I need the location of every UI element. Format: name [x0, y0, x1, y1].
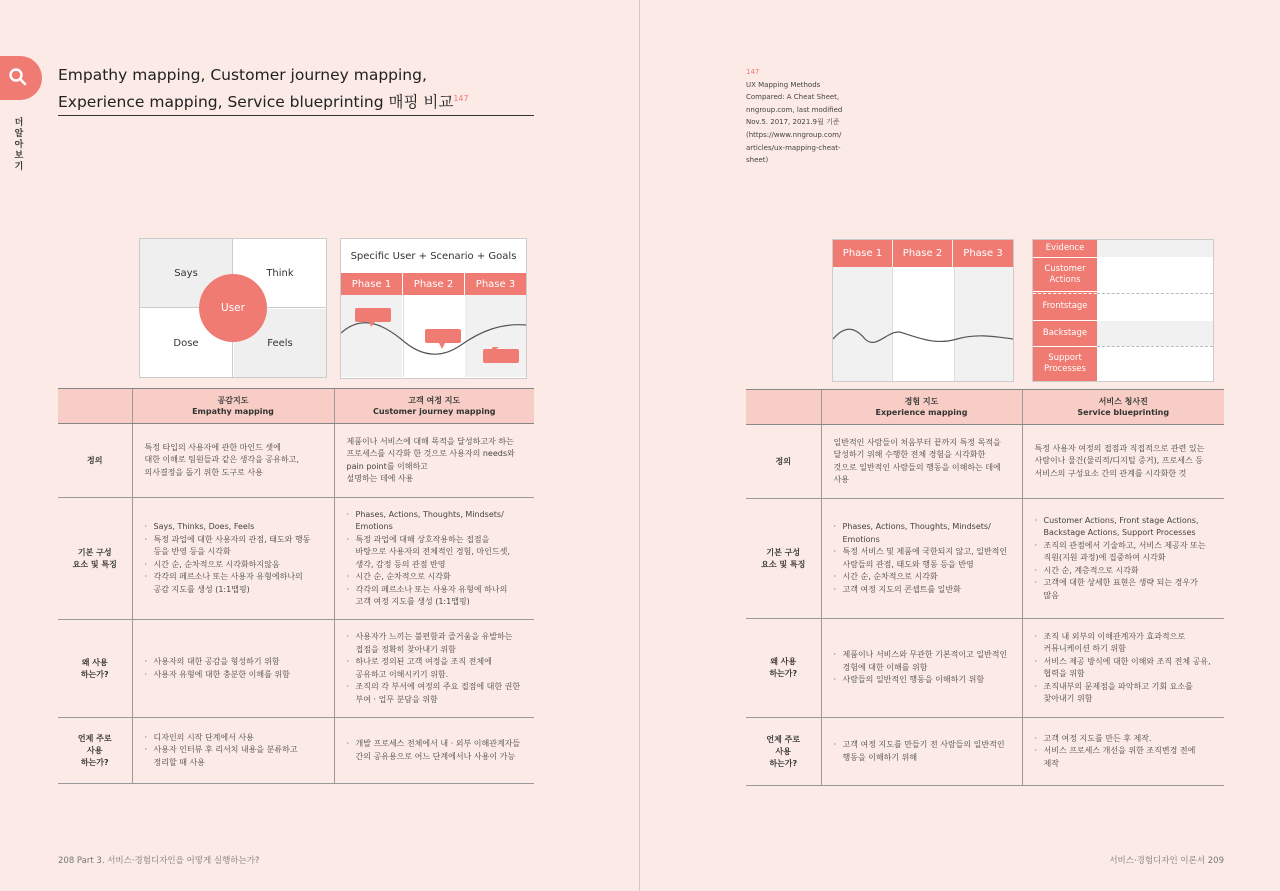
bullet-line: · 사람들의 일반적인 행동을 이해하기 위함: [842, 675, 985, 685]
frontstage-lane: [1097, 292, 1213, 320]
cell-text-line: 제품이나 서비스에 대해 목적을 달성하고자 하는: [346, 436, 514, 446]
row-header: [58, 424, 132, 498]
cell-text-line: 특정 사용자 여정의 접점과 직접적으로 관련 있는: [1034, 443, 1205, 453]
title-rule: [58, 115, 534, 116]
phase-3-header: Phase 3: [465, 273, 526, 295]
cell-text-line: 사람이나 물건(물리적/디지털 증거), 프로세스 등: [1034, 456, 1203, 466]
page-title: Empathy mapping, Customer journey mapping, Experience mapping, Service blueprinting 매핑 비교$^{147}$: [58, 66, 469, 112]
comparison-table-left: [58, 388, 534, 784]
bullet-line: · 조직 내 외부의 이해관계자가 효과적으로: [1043, 631, 1186, 641]
row-header-line: 하는가?: [769, 669, 798, 678]
bullet-item: [834, 649, 1010, 674]
bullet-line: · 사용자 유형에 대한 충분한 이해를 위함: [153, 669, 290, 679]
says-quadrant: Says: [140, 239, 232, 307]
bullet-line: 사람들의 관점, 태도와 행동 등을 반영: [842, 559, 974, 569]
bullet-line: · 개발 프로세스 전체에서 내 · 외부 이해관계자들: [355, 739, 521, 748]
row-header-line: 하는가?: [769, 758, 798, 768]
user-circle: User: [199, 274, 267, 342]
cell-text-line: 사용: [833, 475, 849, 484]
cell-text-line: 것으로 일반적인 사람들의 행동을 이해하는 데에: [833, 462, 1001, 472]
bullet-item: [347, 534, 523, 572]
bullet-line: · 서비스 제공 방식에 대한 이해와 조직 전체 공유,: [1043, 656, 1211, 666]
bullet-item: [1035, 656, 1213, 681]
support-processes-lane-label: Support Processes: [1033, 347, 1097, 381]
footnote-147: [746, 66, 866, 167]
row-header: [746, 499, 821, 619]
table-row: [746, 718, 1224, 786]
bullet-item: [145, 656, 322, 669]
bullet-line: · 고객 여정 지도의 콘셉트를 일반화: [842, 584, 961, 594]
experience-map-diagram: [832, 239, 1014, 382]
footnote-line: nngroup.com, last modified: [746, 105, 843, 114]
row-header-line: 요소 및 특징: [72, 559, 117, 569]
bullet-item: [1035, 681, 1213, 706]
bullet-line: · 시간 순, 계층적으로 시각화: [1043, 565, 1139, 575]
bullet-item: [1035, 540, 1213, 565]
bullet-item: [1035, 745, 1213, 770]
bullet-line: Emotions: [355, 522, 393, 531]
table-header-row: [746, 390, 1224, 425]
table-row: [746, 619, 1224, 718]
bullet-line: 간의 공유용으로 어느 단계에서나 사용이 가능: [355, 751, 516, 761]
row-header-line: 정의: [775, 456, 791, 466]
table-row: [58, 718, 534, 784]
bullet-line: 제작: [1043, 758, 1059, 768]
footnote-line: UX Mapping Methods: [746, 80, 821, 89]
bullet-item: [1035, 577, 1213, 602]
thought-callout: [425, 329, 461, 343]
bullet-item: [145, 744, 322, 769]
row-header-line: 왜 사용: [81, 657, 108, 667]
footnote-number: 147: [746, 68, 760, 76]
bullet-item: [1035, 565, 1213, 578]
footnote-url[interactable]: articles/ux-mapping-cheat-: [746, 143, 841, 152]
bullet-line: Backstage Actions, Support Processes: [1043, 528, 1196, 538]
bullet-line: · 시간 순, 순차적으로 시각화하지않음: [153, 559, 280, 569]
bullet-line: 찾아내기 위함: [1043, 694, 1093, 703]
bullet-line: · Customer Actions, Front stage Actions,: [1043, 515, 1199, 525]
think-quadrant: Think: [266, 267, 294, 279]
bullet-item: [834, 546, 1010, 571]
bullet-line: · 하나로 정의된 고객 여정을 조직 전체에: [355, 657, 492, 666]
line-of-visibility: [1097, 346, 1213, 347]
search-icon: [8, 67, 28, 87]
footnote-url[interactable]: (https://www.nngroup.com/: [746, 130, 842, 139]
bullet-line: · 각각의 페르소나 또는 사용자 유형에하나의: [153, 572, 303, 581]
backstage-lane: [1097, 321, 1213, 346]
comparison-table-right: [746, 389, 1224, 786]
bullet-line: 부여 · 업무 분담을 위함: [355, 694, 438, 704]
table-row: [746, 425, 1224, 499]
bullet-item: [1035, 733, 1213, 746]
cell-text-line: 일반적인 사람들이 처음부터 끝까지 특정 목적을: [833, 437, 1001, 447]
bullet-item: [145, 521, 322, 534]
corner-cell: [746, 390, 821, 425]
cell-text-line: 대한 이해로 팀원들과 같은 생각을 공유하고,: [144, 455, 299, 465]
bullet-item: [145, 669, 322, 682]
customer-actions-lane-label: Customer Actions: [1033, 258, 1097, 291]
bullet-item: [145, 534, 322, 559]
row-header: [746, 619, 821, 718]
line-of-visibility: [1033, 346, 1097, 347]
bullet-item: [834, 571, 1010, 584]
bullet-line: · Phases, Actions, Thoughts, Mindsets/: [355, 509, 504, 519]
table-header-row: [58, 389, 534, 424]
feels-quadrant: Feels: [234, 309, 326, 377]
table-row: [746, 499, 1224, 619]
bullet-line: · 시간 순, 순차적으로 시각화: [842, 572, 938, 581]
row-header: [58, 620, 132, 718]
bullet-item: [347, 571, 523, 584]
phase-2-header: Phase 2: [893, 240, 952, 267]
phase-2-header: Phase 2: [403, 273, 464, 295]
bullet-line: 행동을 이해하기 위해: [842, 752, 918, 762]
bullet-line: · 사용자가 느끼는 불편함과 즐거움을 유발하는: [355, 632, 513, 641]
table-cell: [821, 619, 1022, 718]
column-header-blueprint: 서비스 청사진 Service blueprinting: [1022, 390, 1224, 425]
table-cell: [1022, 718, 1224, 786]
column-header-empathy: 공감지도 Empathy mapping: [132, 389, 334, 424]
table-cell: [334, 498, 534, 620]
bullet-line: · 고객 여정 지도를 만든 후 제작.: [1043, 733, 1152, 743]
bullet-line: 접점을 정확히 찾아내기 위함: [355, 644, 456, 654]
frontstage-lane-label: Frontstage: [1033, 292, 1097, 320]
line-of-interaction: [1097, 293, 1213, 294]
table-row: [58, 498, 534, 620]
bullet-item: [347, 738, 523, 763]
bullet-line: 커뮤니케이션 하기 위함: [1043, 644, 1126, 653]
phase-1-header: Phase 1: [341, 273, 402, 295]
bullet-line: 많음: [1043, 590, 1059, 600]
row-header-line: 하는가?: [80, 757, 109, 767]
bullet-item: [834, 521, 1010, 546]
bullet-line: · 조직의 각 부서에 여정의 주요 접점에 대한 권한: [355, 682, 521, 691]
table-cell: [1022, 425, 1224, 499]
bullet-item: [347, 584, 523, 609]
bullet-line: · Says, Thinks, Does, Feels: [153, 522, 255, 531]
cell-text-line: 특정 타입의 사용자에 관한 마인드 셋에: [144, 442, 281, 452]
bullet-line: · 디자인의 시작 단계에서 사용: [153, 732, 254, 742]
footnote-ref[interactable]: 147: [453, 94, 469, 103]
corner-cell: [58, 389, 132, 424]
row-header: [58, 718, 132, 784]
cell-text-line: pain point를 이해하고: [346, 461, 428, 471]
service-blueprint-diagram: [1032, 239, 1214, 382]
bullet-item: [347, 656, 523, 681]
page-footer-right: 서비스·경험디자인 이론서 209: [1109, 856, 1224, 866]
empathy-map-diagram: [139, 238, 327, 378]
row-header-line: 사용: [775, 746, 791, 756]
row-header-line: 언제 주로: [77, 733, 112, 743]
table-cell: [334, 424, 534, 498]
row-header: [58, 498, 132, 620]
support-lane: [1097, 347, 1213, 381]
bullet-line: 등을 반영 등을 시각화: [153, 547, 231, 556]
bullet-item: [834, 739, 1010, 764]
bullet-line: · 조직의 관점에서 기술하고, 서비스 제공자 또는: [1043, 540, 1206, 550]
bullet-line: · 사용자의 대한 공감을 형성하기 위함: [153, 657, 280, 666]
thought-callout: [355, 308, 391, 322]
bullet-line: 공감 지도를 생성 (1:1맵핑): [153, 584, 250, 594]
table-cell: [821, 499, 1022, 619]
row-header-line: 기본 구성: [77, 547, 112, 557]
row-header-line: 하는가?: [80, 669, 109, 679]
evidence-lane: [1097, 240, 1213, 257]
journey-map-diagram: [340, 238, 527, 379]
bullet-item: [347, 681, 523, 706]
bullet-line: · 고객에 대한 상세한 표현은 생략 되는 경우가: [1043, 578, 1198, 588]
row-header: [746, 718, 821, 786]
row-header: [746, 425, 821, 499]
table-row: [58, 424, 534, 498]
row-header-line: 사용: [87, 745, 103, 755]
footnote-line: Compared: A Cheat Sheet,: [746, 93, 840, 102]
side-tab-label: 더 알 아 보 기: [14, 118, 24, 172]
bullet-item: [834, 584, 1010, 597]
cell-text-line: 설명하는 데에 사용: [346, 474, 414, 483]
bullet-line: 바탕으로 사용자의 전체적인 경험, 마인드셋,: [355, 547, 510, 556]
footnote-line: sheet): [746, 156, 769, 165]
bullet-line: 고객 여정 지도를 생성 (1:1맵핑): [355, 597, 470, 606]
bullet-item: [1035, 515, 1213, 540]
backstage-lane-label: Backstage: [1033, 321, 1097, 346]
row-header-line: 요소 및 특징: [761, 559, 806, 569]
bullet-item: [347, 631, 523, 656]
row-header-line: 언제 주로: [766, 734, 801, 744]
bullet-item: [1035, 631, 1213, 656]
cell-text-line: 의사결정을 돕기 위한 도구로 사용: [144, 467, 263, 477]
column-header-journey: 고객 여정 지도 Customer journey mapping: [334, 389, 534, 424]
bullet-line: 직원(지원 과정)에 집중하여 시각화: [1043, 553, 1166, 563]
phase-3-header: Phase 3: [953, 240, 1013, 267]
table-cell: [334, 718, 534, 784]
table-cell: [1022, 499, 1224, 619]
bullet-item: [834, 674, 1010, 687]
page-gutter: [639, 0, 640, 891]
table-cell: [132, 620, 334, 718]
footnote-line: Nov.5. 2017, 2021.9월 기준: [746, 118, 840, 127]
table-cell: [334, 620, 534, 718]
bullet-line: · 조직내부의 문제점을 파악하고 기회 요소를: [1043, 681, 1193, 691]
bullet-line: · 특정 서비스 및 제품에 국한되지 않고, 일반적인: [842, 547, 1008, 556]
search-badge[interactable]: [0, 56, 42, 100]
table-row: [58, 620, 534, 718]
table-cell: [132, 424, 334, 498]
bullet-line: · Phases, Actions, Thoughts, Mindsets/: [842, 522, 991, 531]
cell-text-line: 프로세스를 시각화 한 것으로 사용자의 needs와: [346, 449, 515, 458]
bullet-item: [145, 559, 322, 572]
bullet-line: Emotions: [842, 534, 880, 544]
row-header-line: 왜 사용: [770, 657, 797, 666]
experience-curve: [833, 267, 1013, 381]
bullet-line: · 서비스 프로세스 개선을 위한 조직변경 전에: [1043, 746, 1196, 756]
bullet-line: 정리할 때 사용: [153, 757, 205, 767]
bullet-line: · 고객 여정 지도를 만들기 전 사람들의 일반적인: [842, 740, 1005, 749]
table-cell: [821, 425, 1022, 499]
bullet-line: · 각각의 페르소나 또는 사용자 유형에 하나의: [355, 584, 508, 594]
bullet-line: 공유하고 이해시키기 위함.: [355, 669, 449, 679]
phase-1-header: Phase 1: [833, 240, 892, 267]
bullet-line: · 특정 과업에 대해 상호작용하는 접점을: [355, 534, 490, 544]
dose-quadrant: Dose: [173, 337, 199, 349]
bullet-item: [347, 509, 523, 534]
bullet-item: [145, 571, 322, 596]
bullet-line: · 사용자 인터뷰 후 리서치 내용을 분류하고: [153, 745, 298, 755]
row-header-line: 정의: [87, 455, 103, 465]
bullet-line: 생각, 감정 등의 관점 반영: [355, 559, 446, 569]
table-cell: [132, 498, 334, 620]
bullet-line: 협력을 위함: [1043, 669, 1085, 678]
evidence-lane-label: Evidence: [1033, 240, 1097, 257]
row-header-line: 기본 구성: [766, 547, 801, 557]
cell-text-line: 서비스의 구성요소 간의 관계를 시각화한 것: [1034, 468, 1187, 478]
page-footer-left: 208 Part 3. 서비스·경험디자인을 어떻게 실행하는가?: [58, 856, 260, 866]
bullet-line: · 제품이나 서비스와 무관한 기본적이고 일반적인: [842, 650, 1008, 660]
bullet-line: 경험에 대한 이해를 위함: [842, 662, 928, 672]
bullet-line: · 특정 과업에 대한 사용자의 관점, 태도와 행동: [153, 534, 311, 544]
bullet-line: · 시간 순, 순차적으로 시각화: [355, 572, 451, 581]
column-header-experience: 경험 지도 Experience mapping: [821, 390, 1022, 425]
cell-text-line: 달성하기 위해 수행한 전체 경험을 시각화한: [833, 450, 986, 459]
table-cell: [132, 718, 334, 784]
table-cell: [821, 718, 1022, 786]
journey-title: Specific User + Scenario + Goals: [350, 250, 517, 262]
thought-callout: [483, 349, 519, 363]
table-cell: [1022, 619, 1224, 718]
bullet-item: [145, 732, 322, 745]
